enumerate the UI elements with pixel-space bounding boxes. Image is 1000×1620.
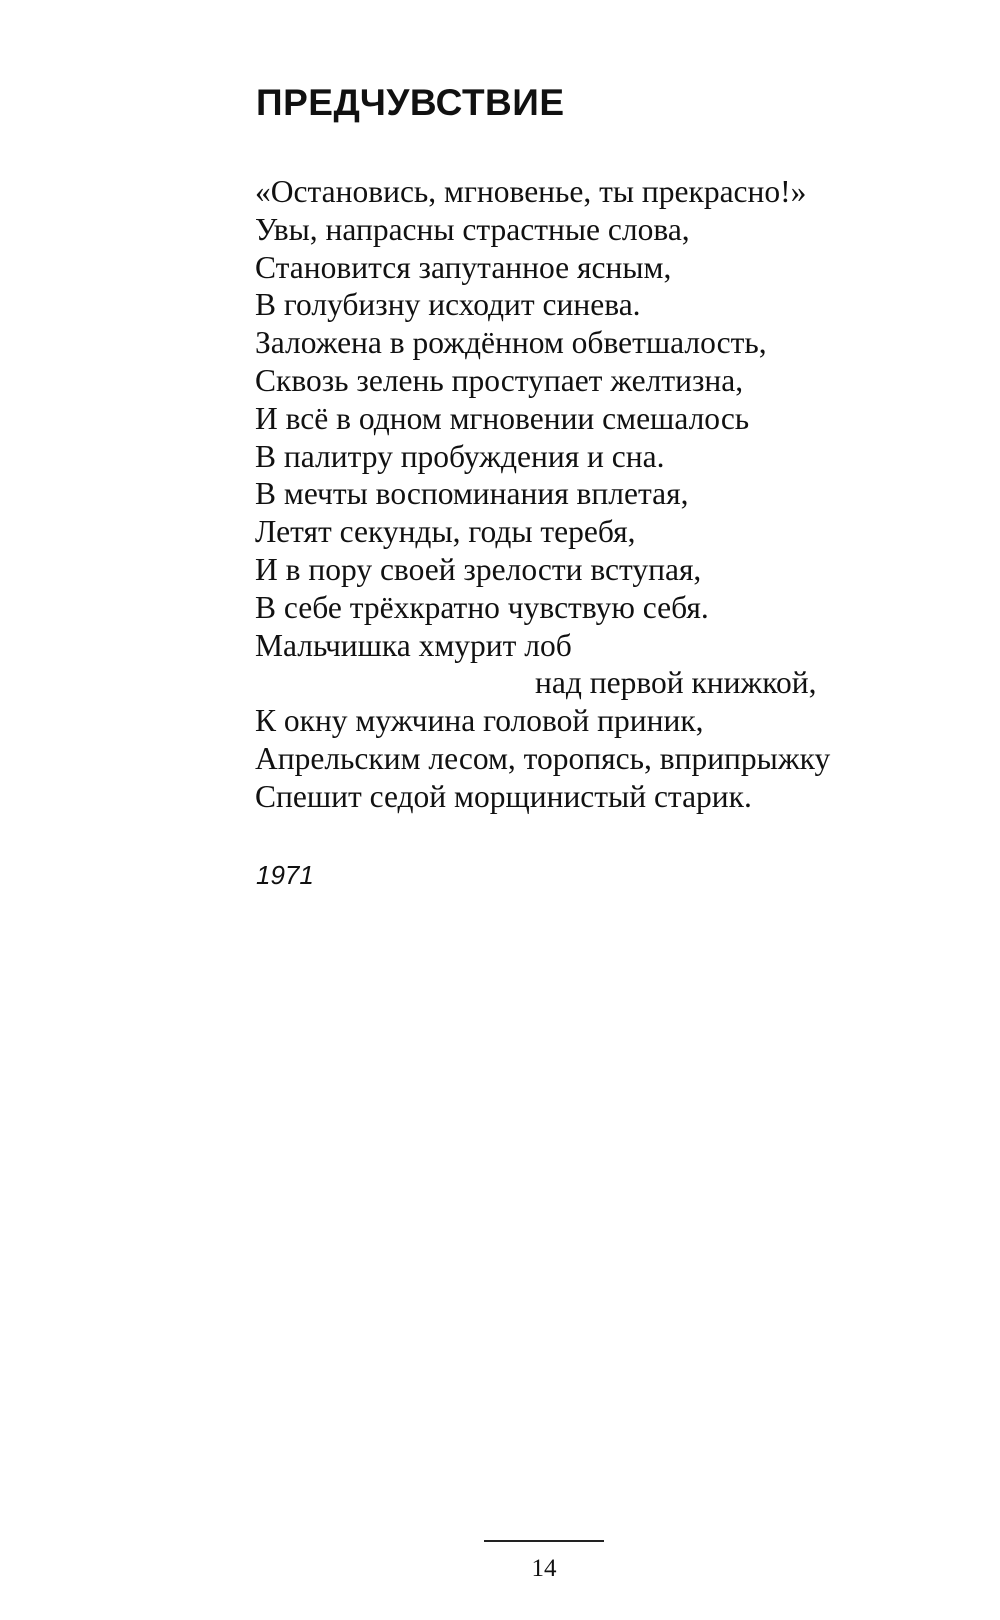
poem-line: И в пору своей зрелости вступая, (255, 551, 702, 587)
poem-line: В себе трёхкратно чувствую себя. (255, 589, 709, 625)
poem-line: К окну мужчина головой приник, (255, 703, 704, 739)
poem-title: ПРЕДЧУВСТВИЕ (256, 82, 565, 123)
poem-line: Спешит седой морщинистый старик. (255, 778, 752, 814)
poem-line: Апрельским лесом, торопясь, вприпрыжку (255, 740, 831, 776)
poem-line: И всё в одном мгновении смешалось (255, 400, 750, 436)
poem-line: Мальчишка хмурит лоб (255, 627, 572, 663)
poem-line: Становится запутанное ясным, (255, 249, 672, 285)
poem-line: В мечты воспоминания вплетая, (255, 476, 689, 512)
page-number: 14 (531, 1555, 557, 1582)
poem-line: Увы, напрасны страстные слова, (255, 211, 690, 247)
poem-line: В голубизну исходит синева. (255, 287, 641, 323)
footer-divider (484, 1540, 604, 1542)
poem-body (255, 173, 895, 816)
poem-line: В палитру пробуждения и сна. (255, 438, 665, 474)
poem-line: Заложена в рождённом обветшалость, (255, 325, 767, 361)
poem-line: Летят секунды, годы теребя, (255, 514, 636, 550)
poem-line: Сквозь зелень проступает желтизна, (255, 362, 744, 398)
poem-line-indented: над первой книжкой, (535, 665, 817, 701)
poem-year: 1971 (256, 860, 314, 890)
poem-line: «Остановись, мгновенье, ты прекрасно!» (255, 174, 807, 209)
